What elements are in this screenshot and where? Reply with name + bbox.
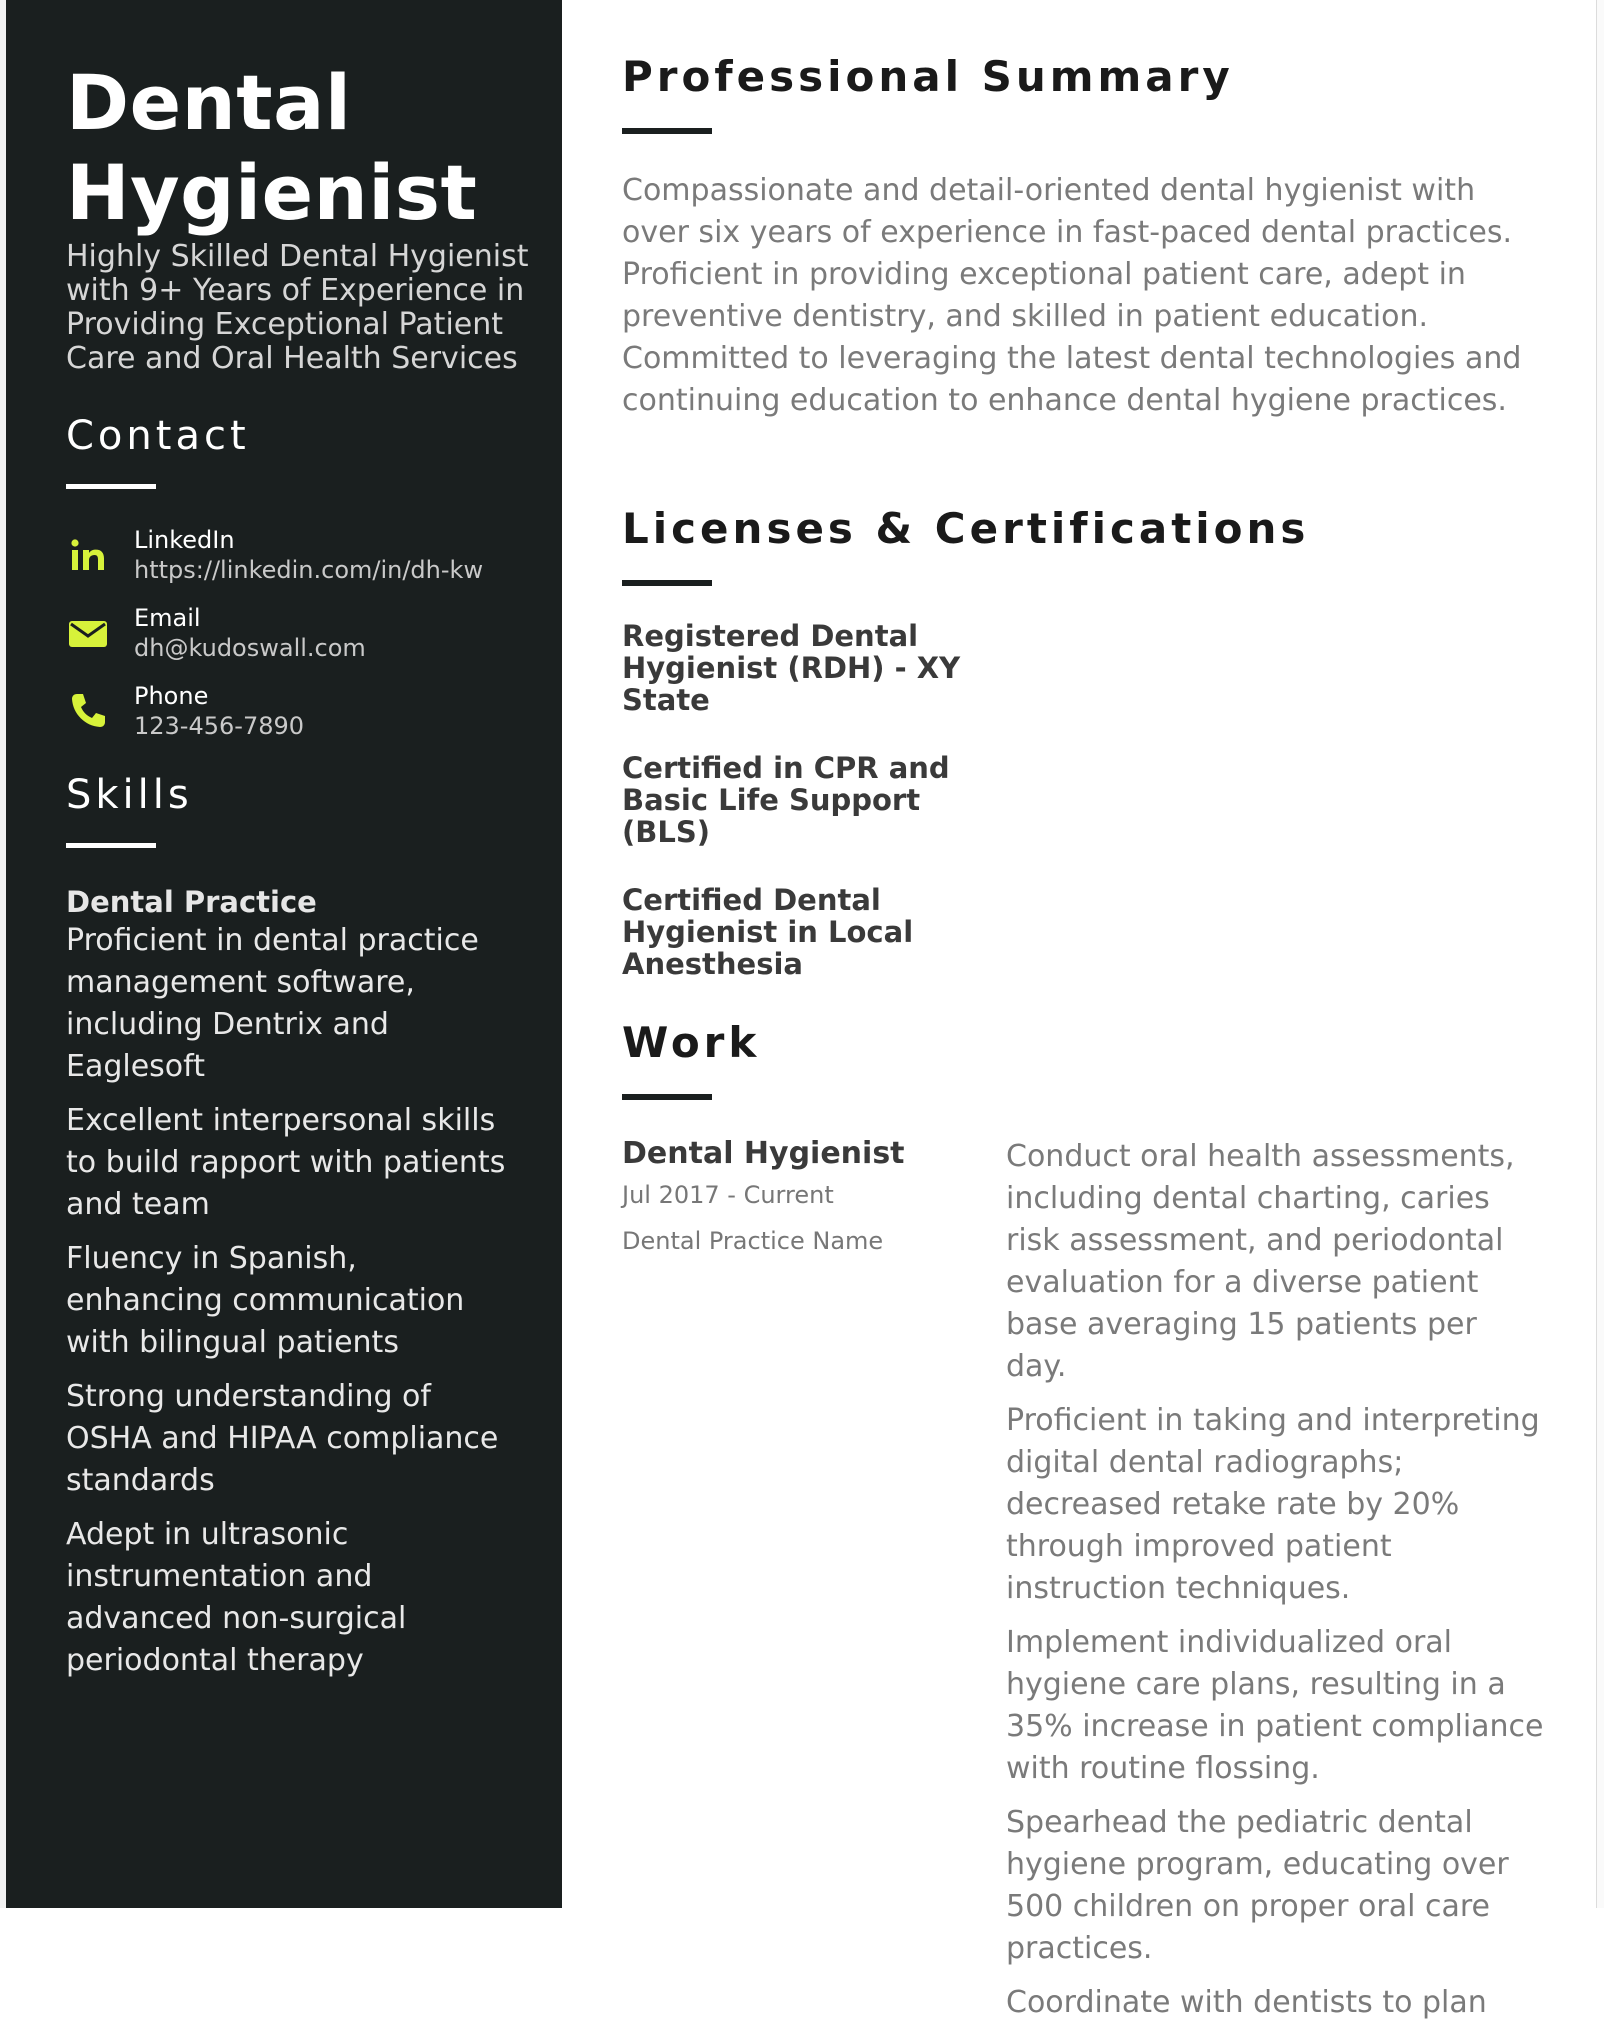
contact-item-linkedin[interactable] [66,525,536,585]
licenses-section [622,502,1552,980]
certification-list [622,620,1552,980]
skill-item: Adept in ultrasonic instrumentation and advanced non-surgical periodontal therapy [66,1517,407,1678]
contact-label: Email [134,604,201,632]
page-edge-right [1596,0,1604,1908]
job-bullet: Spearhead the pediatric dental hygiene program, educating over 500 children on proper oral care practices. [1006,1805,1509,1966]
contact-heading: Contact [66,413,250,459]
sidebar-content [66,58,536,1694]
contact-item-phone[interactable] [66,681,536,741]
contact-text-phone [134,681,544,741]
main-content [622,50,1552,2020]
job-dates: Jul 2017 - Current [622,1181,834,1209]
skill-item: Fluency in Spanish, enhancing communication with bilingual patients [66,1241,465,1360]
work-section [622,1016,1552,2020]
skills-heading: Skills [66,772,193,818]
resume-tagline: Highly Skilled Dental Hygienist with 9+ Years of Experience in Providing Exceptional Patient Care and Oral Health Services [66,239,529,376]
summary-heading: Professional Summary [622,52,1234,101]
email-icon [66,611,110,655]
job-bullet: Coordinate with dentists to plan [1006,1985,1487,2020]
certification-item: Registered Dental Hygienist (RDH) - XY State [622,619,961,717]
work-heading-rule [622,1094,712,1100]
contact-heading-rule [66,484,156,489]
certification-item: Certified in CPR and Basic Life Support (BLS) [622,751,950,849]
work-heading: Work [622,1018,761,1067]
contact-item-email[interactable] [66,603,536,663]
contact-list [66,525,536,741]
resume-name: Dental Hygienist [66,58,478,237]
job-title: Dental Hygienist [622,1136,905,1171]
linkedin-url[interactable]: https://linkedin.com/in/dh-kw [134,556,484,584]
contact-text-email [134,603,544,663]
job-company: Dental Practice Name [622,1227,884,1255]
contact-label: LinkedIn [134,526,235,554]
phone-number[interactable]: 123-456-7890 [134,712,305,740]
job-bullet: Proficient in taking and interpreting digital dental radiographs; decreased retake rate by 20% through improved patient instruction techniques. [1006,1403,1540,1606]
phone-icon [66,689,110,733]
skill-group-title: Dental Practice [66,885,317,919]
skill-item: Strong understanding of OSHA and HIPAA compliance standards [66,1379,499,1498]
skills-heading-rule [66,843,156,848]
skill-item: Proficient in dental practice management software, including Dentrix and Eaglesoft [66,923,479,1084]
summary-section [622,50,1552,422]
job-bullets [1006,1136,1546,2036]
certification-item: Certified Dental Hygienist in Local Anesthesia [622,883,914,981]
summary-text: Compassionate and detail-oriented dental hygienist with over six years of experience in fast-paced dental practices. Proficient in providing exceptional patient care, adept in preventive dentistry, and skilled in patient education. Committed to leveraging the latest dental technologies and continuing education to enhance dental hygiene practices. [622,173,1522,418]
job-bullet: Conduct oral health assessments, including dental charting, caries risk assessment, and periodontal evaluation for a diverse patient base averaging 15 patients per day. [1006,1139,1515,1384]
linkedin-icon [66,533,110,577]
licenses-heading-rule [622,580,712,586]
job-meta [622,1136,982,1256]
summary-heading-rule [622,128,712,134]
contact-text-linkedin [134,525,544,585]
skill-list [66,920,536,1682]
skill-item: Excellent interpersonal skills to build rapport with patients and team [66,1103,506,1222]
licenses-heading: Licenses & Certifications [622,504,1310,553]
sidebar [6,0,562,1908]
email-address[interactable]: dh@kudoswall.com [134,634,366,662]
job-bullet: Implement individualized oral hygiene care plans, resulting in a 35% increase in patient compliance with routine flossing. [1006,1625,1544,1786]
contact-label: Phone [134,682,209,710]
